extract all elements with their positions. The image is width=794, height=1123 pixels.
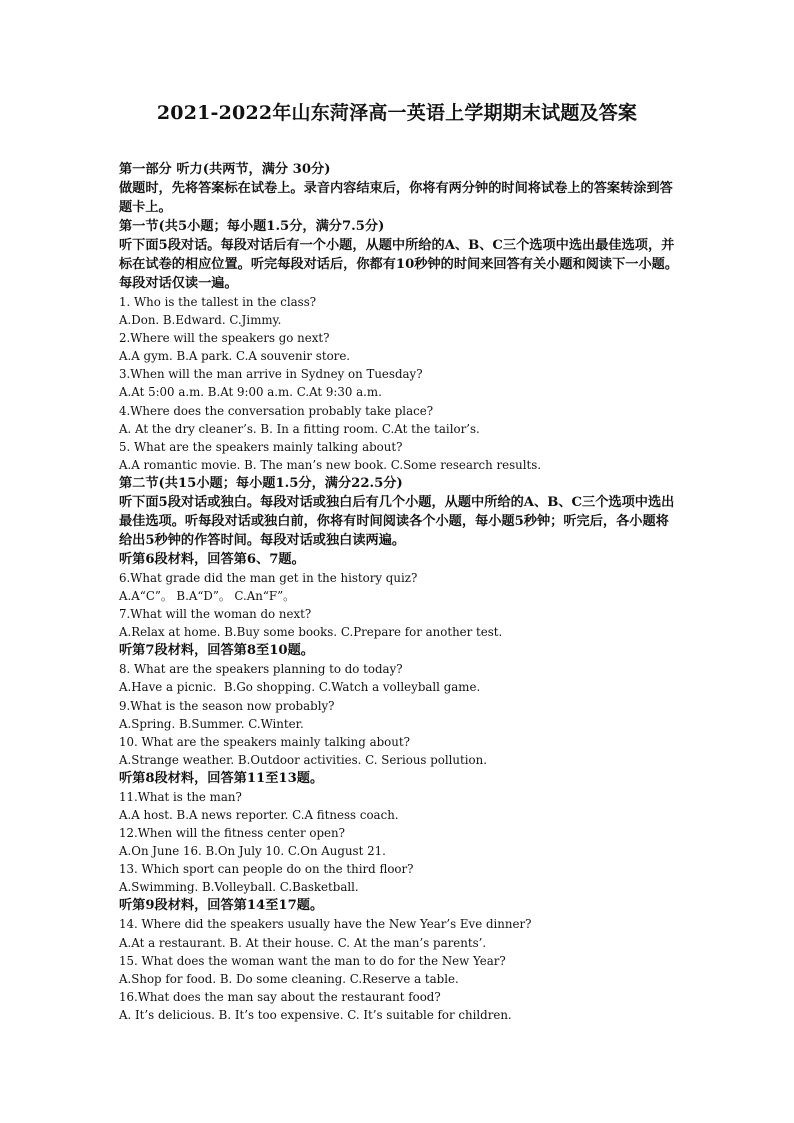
question-line: 4.Where does the conversation probably take place? (119, 403, 434, 418)
options-line: A.Strange weather. B.Outdoor activities. C. Serious pollution. (119, 752, 487, 767)
options-line: A.A gym. B.A park. C.A souvenir store. (119, 349, 351, 364)
document-body (119, 160, 679, 1024)
options-line: A.Spring. B.Summer. C.Winter. (119, 716, 304, 731)
question-block-8-10 (119, 660, 679, 769)
options-line: A. It’s delicious. B. It’s too expensive. C. It’s suitable for children. (119, 1007, 512, 1022)
question-line: 1. Who is the tallest in the class? (119, 295, 317, 309)
options-line: A.Relax at home. B.Buy some books. C.Prepare for another test. (119, 625, 503, 640)
question-line: 11.What is the man? (119, 789, 242, 804)
question-block-11-13 (119, 788, 679, 897)
section2-heading: 第二节(共15小题；每小题1.5分，满分22.5分) (119, 475, 403, 491)
question-line: 16.What does the man say about the restaurant food? (119, 989, 441, 1004)
options-line: A.A“C”。 B.A“D”。 C.An“F”。 (119, 589, 295, 604)
question-block-14-16 (119, 915, 679, 1024)
section2-instructions: 听下面5段对话或独白。每段对话或独白后有几个小题，从题中所给的A、B、C三个选项中选出最佳选项。听每段对话或独白前，你将有时间阅读各个小题，每小题5秒钟；听完后，各小题将给出5秒钟的作答时间。每段对话或独白读两遍。 (119, 494, 675, 548)
question-line: 14. Where did the speakers usually have the New Year’s Eve dinner? (119, 917, 532, 932)
section1-heading: 第一节(共5小题；每小题1.5分，满分7.5分) (119, 219, 385, 234)
part1-note: 做题时，先将答案标在试卷上。录音内容结束后，你将有两分钟的时间将试卷上的答案转涂到答题卡上。 (119, 181, 673, 215)
question-block-1-5 (119, 293, 679, 474)
question-line: 2.Where will the speakers go next? (119, 331, 330, 346)
material7-heading: 听第7段材料，回答第8至10题。 (119, 643, 314, 659)
question-line: 5. What are the speakers mainly talking about? (119, 439, 403, 454)
question-line: 12.When will the fitness center open? (119, 826, 345, 841)
material6-heading: 听第6段材料，回答第6、7题。 (119, 551, 305, 567)
question-line: 7.What will the woman do next? (119, 607, 312, 622)
options-line: A.Shop for food. B. Do some cleaning. C.Reserve a table. (119, 971, 459, 986)
options-line: A.A romantic movie. B. The man’s new book. C.Some research results. (119, 457, 542, 472)
options-line: A.Don. B.Edward. C.Jimmy. (119, 313, 282, 328)
options-line: A.Swimming. B.Volleyball. C.Basketball. (119, 880, 359, 895)
options-line: A. At the dry cleaner’s. B. In a fitting room. C.At the tailor’s. (119, 421, 480, 436)
section1-instructions: 听下面5段对话。每段对话后有一个小题，从题中所给的A、B、C三个选项中选出最佳选项，并标在试卷的相应位置。听完每段对话后，你都有10秒钟的时间来回答有关小题和阅读下一小题。每段对话仅读一遍。 (119, 238, 679, 291)
question-line: 8. What are the speakers planning to do today? (119, 662, 403, 677)
material9-heading: 听第9段材料，回答第14至17题。 (119, 898, 324, 914)
options-line: A.A host. B.A news reporter. C.A fitness coach. (119, 807, 399, 822)
question-line: 9.What is the season now probably? (119, 698, 335, 713)
question-line: 13. Which sport can people do on the third floor? (119, 862, 414, 877)
page-title: 2021-2022年山东菏泽高一英语上学期期末试题及答案 (156, 102, 638, 124)
part1-heading: 第一部分 听力(共两节，满分 30分) (119, 162, 331, 177)
options-line: A.At a restaurant. B. At their house. C. At the man’s parents’. (119, 935, 487, 950)
material8-heading: 听第8段材料，回答第11至13题。 (119, 770, 324, 786)
question-block-6-7 (119, 569, 679, 641)
question-line: 10. What are the speakers mainly talking about? (119, 734, 410, 749)
question-line: 6.What grade did the man get in the history quiz? (119, 570, 418, 585)
options-line: A.On June 16. B.On July 10. C.On August 21. (119, 844, 386, 859)
options-line: A.At 5:00 a.m. B.At 9:00 a.m. C.At 9:30 a.m. (119, 385, 382, 400)
options-line: A.Have a picnic. B.Go shopping. C.Watch a volleyball game. (119, 680, 481, 695)
question-line: 3.When will the man arrive in Sydney on Tuesday? (119, 367, 423, 382)
question-line: 15. What does the woman want the man to do for the New Year? (119, 953, 506, 968)
